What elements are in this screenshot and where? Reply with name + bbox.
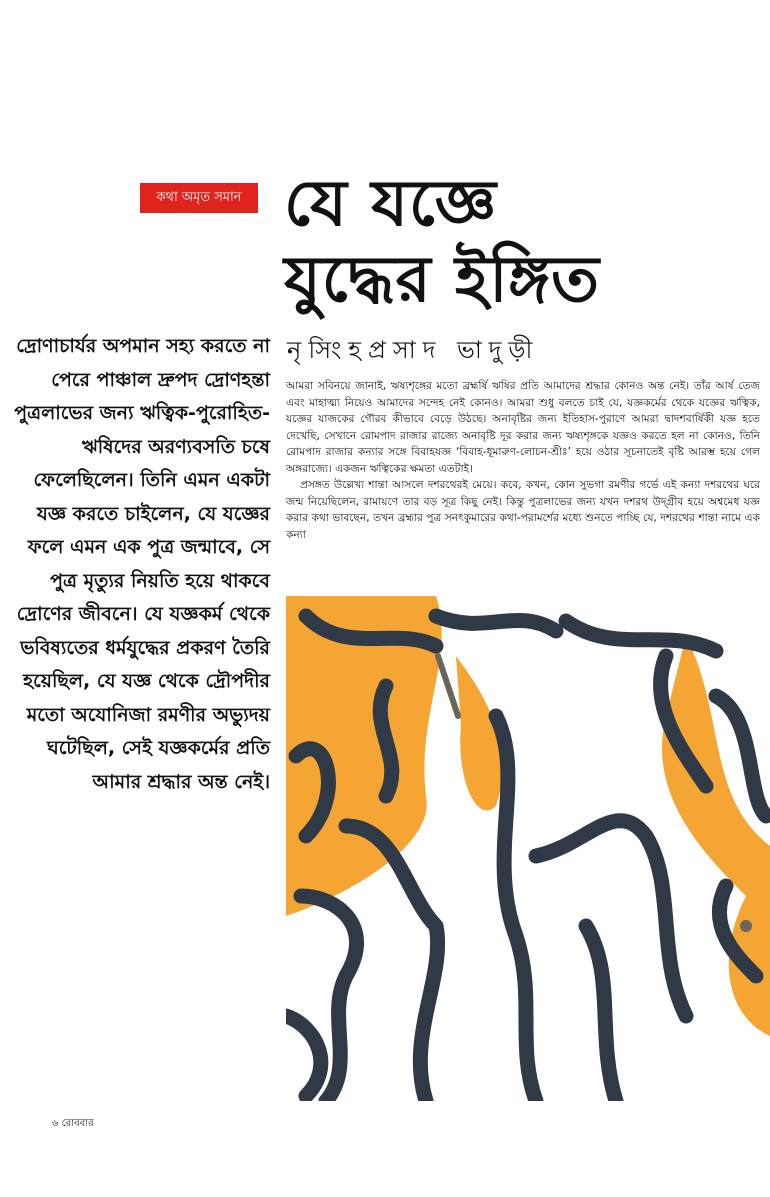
- section-tag: কথা অমৃত সমান: [140, 183, 258, 213]
- article-body: [286, 378, 760, 543]
- dot-mark: [740, 920, 752, 932]
- page-folio: ৬ রোববার: [52, 1118, 94, 1129]
- title-line-1: যে যজ্ঞে: [284, 167, 497, 241]
- body-paragraph: আমরা সবিনয়ে জানাই, ঋষ্যশৃঙ্গের মতো ব্রহ্মর্ষি ঋষির প্রতি আমাদের শ্রদ্ধার কোনও অন্ত নেই। তাঁর আর্ষ তেজ এবং মাহাত্ম্য নিয়েও আমাদের সন্দেহ নেই কোনও। আমরা শুধু বলতে চাই যে, যজ্ঞকর্মের থেকে যজ্ঞের ঋত্বিক, যজ্ঞের যাজকের গৌরব কীভাবে বেড়ে উঠছে। অনাবৃষ্টির জন্য ইতিহাস-পুরাণে আমরা দ্বাদশবার্ষিকী যজ্ঞ হতে দেখেছি, সেখানে রোমপাদ রাজার রাজ্যে অনাবৃষ্টি দূর করার জন্য ঋষ্যশৃঙ্গকে যজ্ঞও করতে হল না কোনও, তিনি রোমপাদ রাজার কন্যার সঙ্গে বিবাহযজ্ঞ ‘বিবাহ-ধূমারুণ-লোচন-শ্রীঃ’ হয়ে ওঠার সূচনাতেই বৃষ্টি আরম্ভ হয়ে গেল অঙ্গরাজ্যে। একজন ঋত্বিকের ক্ষমতা এতটাই।: [286, 380, 760, 475]
- pull-quote: দ্রোণাচার্যর অপমান সহ্য করতে না পেরে পাঞ্চাল দ্রুপদ দ্রোণহন্তা পুত্রলাভের জন্য ঋত্বিক-পুরোহিত-ঋষিদের অরণ্যবসতি চষে ফেলেছিলেন। তিনি এমন একটা যজ্ঞ করতে চাইলেন, যে যজ্ঞের ফলে এমন এক পুত্র জন্মাবে, সে পুত্র মৃত্যুর নিয়তি হয়ে থাকবে দ্রোণের জীবনে। যে যজ্ঞকর্ম থেকে ভবিষ্যতের ধর্মযুদ্ধের প্রকরণ তৈরি হয়েছিল, যে যজ্ঞ থেকে দ্রৌপদীর মতো অযোনিজা রমণীর অভ্যুদয় ঘটেছিল, সেই যজ্ঞকর্মের প্রতি আমার শ্রদ্ধার অন্ত নেই।: [14, 335, 270, 793]
- page-title: [284, 166, 724, 318]
- body-paragraph: প্রসঙ্গত উল্লেখ্য শান্তা আসলে দশরথেরই মেয়ে। কবে, কখন, কোন সুভগা রমণীর গর্ভে এই কন্যা দশরথের ঘরে জন্ম নিয়েছিলেন, রামায়ণে তার বড় সূত্র কিছু নেই। কিন্তু পুত্রলাভের জন্য যখন দশরথ উদ্‌গ্রীব হয়ে অশ্বমেধ যজ্ঞ করার কথা ভাবছেন, তখন ব্রহ্মার পুত্র সনৎকুমারের কথা-পরামর্শের মধ্যে শুনতে পাচ্ছি যে, দশরথের শান্তা নামে এক কন্যা: [286, 479, 760, 541]
- author-byline: নৃসিংহপ্রসাদ ভাদুড়ী: [287, 336, 540, 364]
- illustration: [286, 596, 770, 1101]
- title-line-2: যুদ্ধের ইঙ্গিত: [284, 243, 601, 317]
- illustration-art: [286, 596, 770, 1101]
